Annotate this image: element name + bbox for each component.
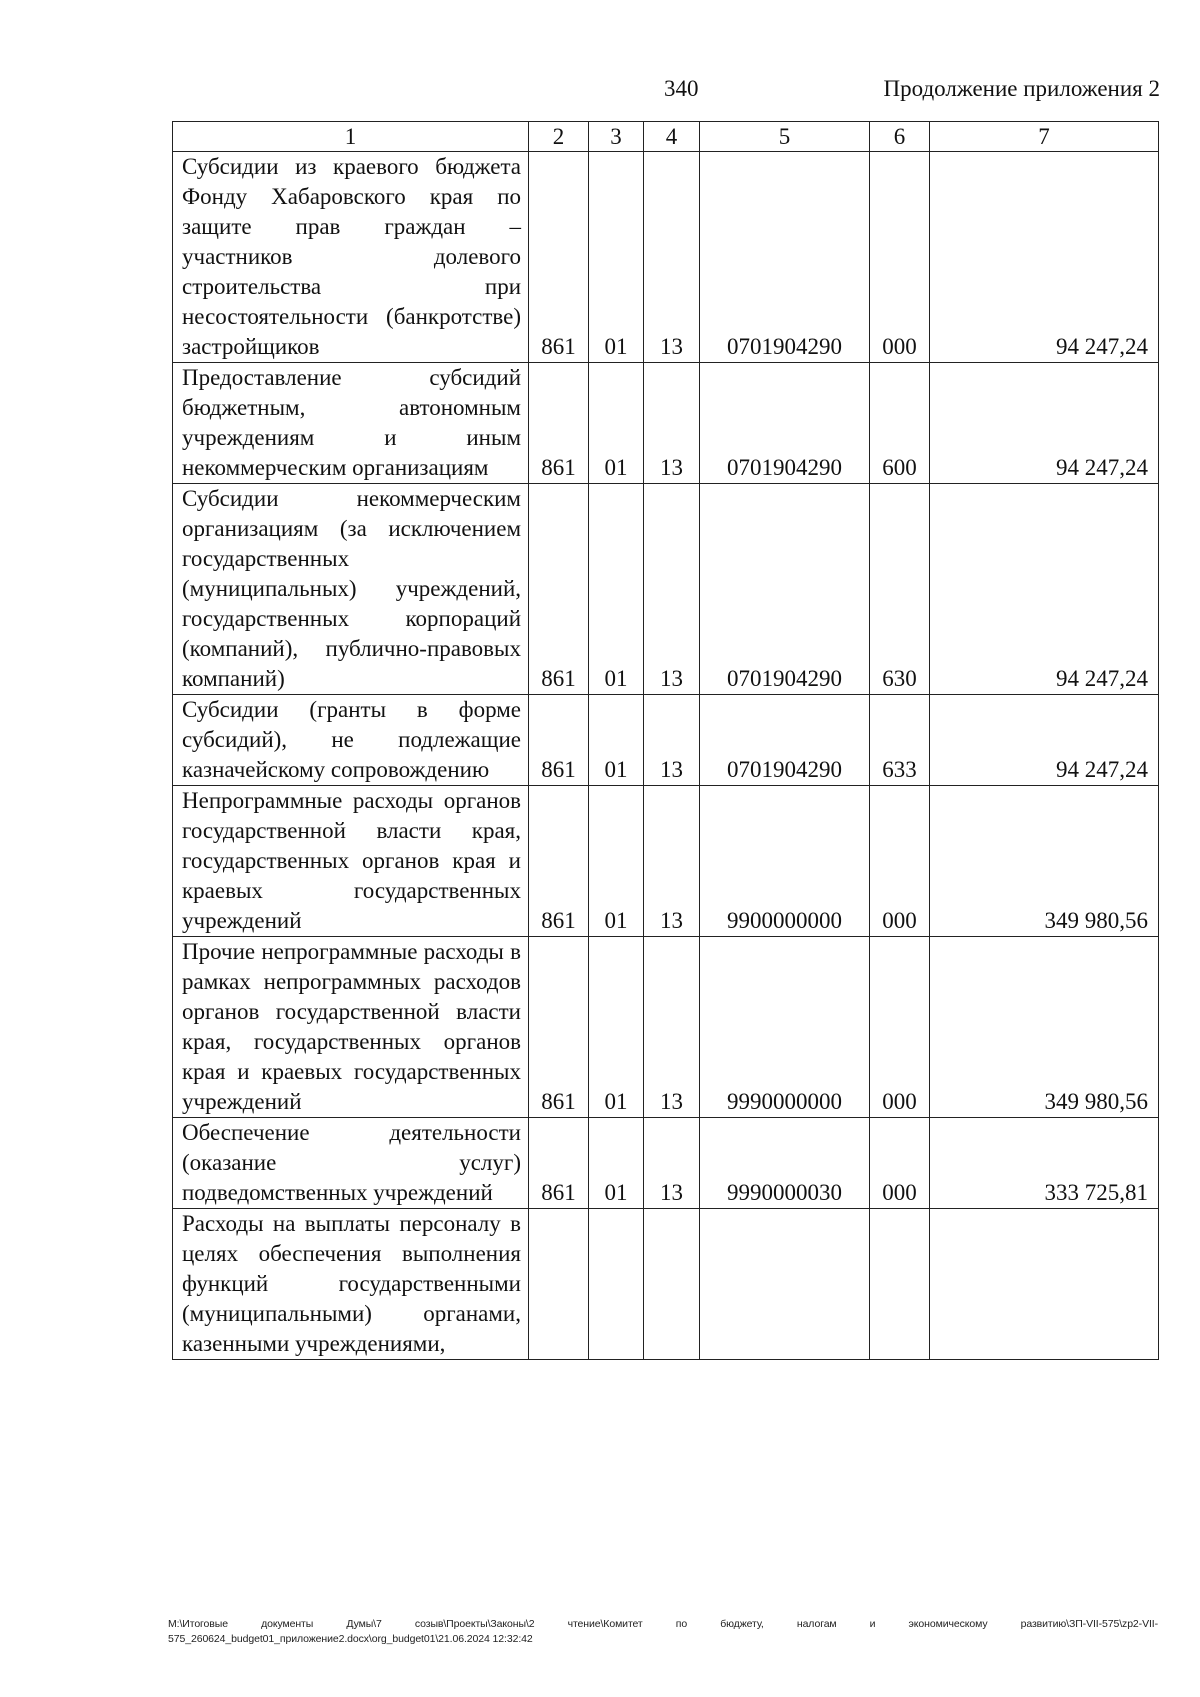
row-col-6 bbox=[870, 1209, 930, 1360]
row-col-6: 630 bbox=[870, 484, 930, 695]
row-name: Расходы на выплаты персоналу в целях обеспечения выполнения функций государственными (муниципальными) органами, казенными учреждениями, bbox=[173, 1209, 529, 1360]
row-col-4: 13 bbox=[644, 695, 700, 786]
column-header-3: 3 bbox=[589, 122, 644, 152]
row-col-5: 9990000030 bbox=[700, 1118, 870, 1209]
row-col-2: 861 bbox=[529, 695, 589, 786]
row-amount: 349 980,56 bbox=[930, 786, 1159, 937]
row-amount bbox=[930, 1209, 1159, 1360]
row-col-2: 861 bbox=[529, 152, 589, 363]
row-col-6: 000 bbox=[870, 1118, 930, 1209]
row-col-2: 861 bbox=[529, 786, 589, 937]
row-amount: 94 247,24 bbox=[930, 363, 1159, 484]
row-col-5: 0701904290 bbox=[700, 152, 870, 363]
row-name: Субсидии из краевого бюджета Фонду Хабаровского края по защите прав граждан – участников долевого строительства при несостоятельности (банкротстве) застройщиков bbox=[173, 152, 529, 363]
row-col-4 bbox=[644, 1209, 700, 1360]
budget-table bbox=[172, 121, 1159, 1360]
continuation-label: Продолжение приложения 2 bbox=[883, 76, 1160, 101]
row-col-6: 633 bbox=[870, 695, 930, 786]
row-col-3: 01 bbox=[589, 695, 644, 786]
row-col-5: 0701904290 bbox=[700, 363, 870, 484]
row-col-2 bbox=[529, 1209, 589, 1360]
row-col-3: 01 bbox=[589, 363, 644, 484]
row-col-2: 861 bbox=[529, 363, 589, 484]
row-col-5: 0701904290 bbox=[700, 695, 870, 786]
table-row bbox=[173, 1118, 1159, 1209]
row-col-3: 01 bbox=[589, 786, 644, 937]
row-col-4: 13 bbox=[644, 363, 700, 484]
row-col-5 bbox=[700, 1209, 870, 1360]
column-header-row bbox=[173, 122, 1159, 152]
page-header bbox=[0, 76, 1200, 108]
row-amount: 94 247,24 bbox=[930, 152, 1159, 363]
row-col-2: 861 bbox=[529, 1118, 589, 1209]
table-row bbox=[173, 363, 1159, 484]
row-amount: 349 980,56 bbox=[930, 937, 1159, 1118]
row-name: Субсидии (гранты в форме субсидий), не подлежащие казначейскому сопровождению bbox=[173, 695, 529, 786]
row-col-3: 01 bbox=[589, 484, 644, 695]
page-number: 340 bbox=[664, 76, 699, 101]
row-col-4: 13 bbox=[644, 1118, 700, 1209]
column-header-7: 7 bbox=[930, 122, 1159, 152]
row-col-5: 9900000000 bbox=[700, 786, 870, 937]
row-name: Непрограммные расходы органов государственной власти края, государственных органов края и краевых государственных учреждений bbox=[173, 786, 529, 937]
row-amount: 94 247,24 bbox=[930, 484, 1159, 695]
row-col-4: 13 bbox=[644, 152, 700, 363]
column-header-5: 5 bbox=[700, 122, 870, 152]
column-header-2: 2 bbox=[529, 122, 589, 152]
row-col-5: 9990000000 bbox=[700, 937, 870, 1118]
table-row bbox=[173, 152, 1159, 363]
column-header-4: 4 bbox=[644, 122, 700, 152]
row-col-6: 000 bbox=[870, 152, 930, 363]
row-col-4: 13 bbox=[644, 786, 700, 937]
table-row bbox=[173, 1209, 1159, 1360]
row-col-4: 13 bbox=[644, 484, 700, 695]
row-name: Субсидии некоммерческим организациям (за исключением государственных (муниципальных) учреждений, государственных корпораций (компаний), публично-правовых компаний) bbox=[173, 484, 529, 695]
table-row bbox=[173, 484, 1159, 695]
row-col-6: 000 bbox=[870, 937, 930, 1118]
row-col-2: 861 bbox=[529, 937, 589, 1118]
row-amount: 333 725,81 bbox=[930, 1118, 1159, 1209]
row-col-3: 01 bbox=[589, 152, 644, 363]
row-col-6: 600 bbox=[870, 363, 930, 484]
row-col-3: 01 bbox=[589, 1118, 644, 1209]
row-col-2: 861 bbox=[529, 484, 589, 695]
table-row bbox=[173, 695, 1159, 786]
column-header-6: 6 bbox=[870, 122, 930, 152]
row-col-4: 13 bbox=[644, 937, 700, 1118]
row-col-5: 0701904290 bbox=[700, 484, 870, 695]
table-row bbox=[173, 937, 1159, 1118]
document-path-footer: M:\Итоговые документы Думы\7 созыв\Проекты\Законы\2 чтение\Комитет по бюджету, налогам и экономическому развитию\ЗП-VII-575\zp2-VII-575_260624_budget01_приложение2.docx\org_budget01\21.06.2024 12:32:42 bbox=[168, 1618, 1158, 1645]
row-name: Предоставление субсидий бюджетным, автономным учреждениям и иным некоммерческим организациям bbox=[173, 363, 529, 484]
column-header-1: 1 bbox=[173, 122, 529, 152]
row-col-3: 01 bbox=[589, 937, 644, 1118]
row-name: Обеспечение деятельности (оказание услуг) подведомственных учреждений bbox=[173, 1118, 529, 1209]
row-col-6: 000 bbox=[870, 786, 930, 937]
row-name: Прочие непрограммные расходы в рамках непрограммных расходов органов государственной власти края, государственных органов края и краевых государственных учреждений bbox=[173, 937, 529, 1118]
table-row bbox=[173, 786, 1159, 937]
row-col-3 bbox=[589, 1209, 644, 1360]
row-amount: 94 247,24 bbox=[930, 695, 1159, 786]
